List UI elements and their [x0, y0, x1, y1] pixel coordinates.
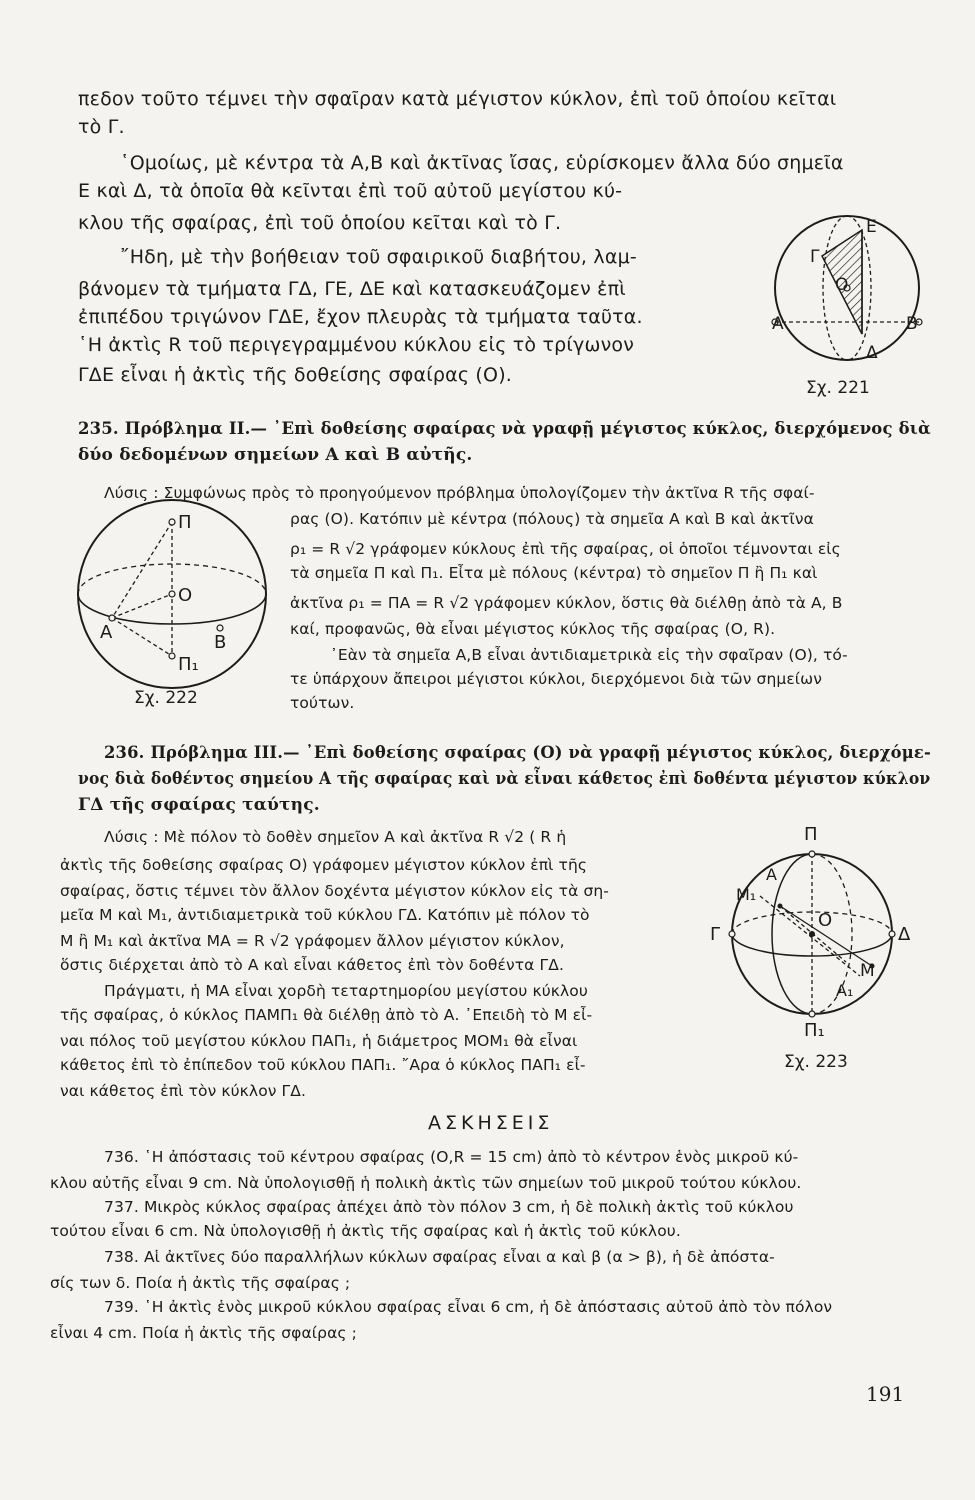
figure-222-caption: Σχ. 222 — [134, 688, 198, 708]
label-A: Α — [766, 865, 777, 884]
text-line: Λύσις : Μὲ πόλον τὸ δοθὲν σημεῖον Α καὶ ἀκτῖνα R √2 ( R ἡ — [104, 828, 567, 846]
text-line: ἐπιπέδου τριγώνον ΓΔΕ, ἔχον πλευρὰς τὰ τμήματα ταῦτα. — [78, 306, 643, 328]
text-line: Μ ἢ Μ₁ καὶ ἀκτῖνα ΜΑ = R √2 γράφομεν ἄλλον μέγιστον κύκλον, — [60, 932, 565, 950]
exercises-heading: ΑΣΚΗΣΕΙΣ — [428, 1112, 554, 1134]
exercise-line: 736. ῾Η ἀπόστασις τοῦ κέντρου σφαίρας (Ο,R = 15 cm) ἀπὸ τὸ κέντρον ἑνὸς μικροῦ κύ- — [104, 1148, 799, 1166]
exercise-line: 738. Αἱ ἀκτῖνες δύο παραλλήλων κύκλων σφαίρας εἶναι α καὶ β (α > β), ἡ δὲ ἀπόστα- — [104, 1248, 775, 1266]
label-P1: Π₁ — [804, 1020, 825, 1041]
exercise-line: κλου αὐτῆς εἶναι 9 cm. Νὰ ὑπολογισθῇ ἡ πολικὴ ἀκτὶς τῶν σημείων τοῦ μικροῦ τούτου κύκλου. — [50, 1174, 802, 1192]
text-line: τούτων. — [290, 694, 355, 712]
great-circle-GD-back — [732, 912, 892, 934]
label-O: Ο — [818, 910, 833, 931]
label-A1: Α₁ — [836, 981, 854, 1000]
text-line: τὰ σημεῖα Π καὶ Π₁. Εἶτα μὲ πόλους (κέντρα) τὸ σημεῖον Π ἢ Π₁ καὶ — [290, 564, 818, 582]
label-O: Ο — [835, 275, 849, 295]
text-line: ῾Ομοίως, μὲ κέντρα τὰ Α,Β καὶ ἀκτῖνας ἴσας, εὑρίσκομεν ἄλλα δύο σημεῖα — [120, 152, 844, 174]
exercise-line: 737. Μικρὸς κύκλος σφαίρας ἀπέχει ἀπὸ τὸν πόλον 3 cm, ἡ δὲ πολικὴ ἀκτὶς τοῦ κύκλου — [104, 1198, 794, 1216]
problem-235-title: δύο δεδομένων σημείων Α καὶ Β αὐτῆς. — [78, 445, 473, 465]
text-line: βάνομεν τὰ τμήματα ΓΔ, ΓΕ, ΔΕ καὶ κατασκευάζομεν ἐπὶ — [78, 278, 626, 300]
label-G: Γ — [710, 924, 721, 945]
label-D: Δ — [866, 343, 878, 363]
text-line: τὸ Γ. — [78, 116, 125, 138]
text-line: ναι κάθετος ἐπὶ τὸν κύκλον ΓΔ. — [60, 1082, 307, 1100]
text-line: ῾Η ἀκτὶς R τοῦ περιγεγραμμένου κύκλου εἰς τὸ τρίγωνον — [78, 334, 635, 356]
text-line: ΓΔΕ εἶναι ἡ ἀκτὶς τῆς δοθείσης σφαίρας (Ο). — [78, 364, 513, 386]
text-line: καί, προφανῶς, θὰ εἶναι μέγιστος κύκλος τῆς σφαίρας (Ο, R). — [290, 620, 776, 638]
exercise-line: εἶναι 4 cm. Ποία ἡ ἀκτὶς τῆς σφαίρας ; — [50, 1324, 357, 1342]
text-line: Πράγματι, ἡ ΜΑ εἶναι χορδὴ τεταρτημορίου μεγίστου κύκλου — [104, 982, 588, 1000]
label-P: Π — [178, 512, 192, 533]
text-line: ῎Ηδη, μὲ τὴν βοήθειαν τοῦ σφαιρικοῦ διαβήτου, λαμ- — [120, 246, 637, 268]
label-M: Μ — [860, 961, 875, 981]
exercise-line: σίς των δ. Ποία ἡ ἀκτὶς τῆς σφαίρας ; — [50, 1274, 351, 1292]
label-A: Α — [772, 314, 784, 334]
text-line: ρ₁ = R √2 γράφομεν κύκλους ἐπὶ τῆς σφαίρας, οἱ ὁποῖοι τέμνονται εἰς — [290, 540, 841, 558]
label-M1: Μ₁ — [736, 885, 757, 904]
label-G: Γ — [810, 247, 820, 267]
figure-221 — [760, 196, 930, 376]
text-line: κλου τῆς σφαίρας, ἐπὶ τοῦ ὁποίου κεῖται καὶ τὸ Γ. — [78, 212, 562, 234]
problem-236-title: ΓΔ τῆς σφαίρας ταύτης. — [78, 795, 320, 815]
label-P1: Π₁ — [178, 654, 199, 675]
problem-236-title: νος διὰ δοθέντος σημείου Α τῆς σφαίρας καὶ νὰ εἶναι κάθετος ἐπὶ δοθέντα μέγιστον κύκλον — [78, 769, 931, 789]
text-line: σφαίρας, ὅστις τέμνει τὸν ἄλλον δοχέντα μέγιστον κύκλον εἰς τὰ ση- — [60, 882, 609, 900]
problem-236-title: 236. Πρόβλημα ΙΙΙ.— ᾿Επὶ δοθείσης σφαίρας (Ο) νὰ γραφῇ μέγιστος κύκλος, διερχόμε- — [104, 743, 932, 763]
text-line: ναι πόλος τοῦ μεγίστου κύκλου ΠΑΠ₁, ἡ διάμετρος ΜΟΜ₁ θὰ εἶναι — [60, 1032, 578, 1050]
text-line: τῆς σφαίρας, ὁ κύκλος ΠΑΜΠ₁ θὰ διέλθῃ ἀπὸ τὸ Α. ᾿Επειδὴ τὸ Μ εἶ- — [60, 1006, 593, 1024]
label-D: Δ — [898, 924, 911, 945]
text-line: ἀκτὶς τῆς δοθείσης σφαίρας Ο) γράφομεν μέγιστον κύκλον ἐπὶ τῆς — [60, 856, 588, 874]
label-P: Π — [804, 824, 818, 845]
label-A: Α — [100, 622, 113, 643]
exercise-line: τούτου εἶναι 6 cm. Νὰ ὑπολογισθῇ ἡ ἀκτὶς τῆς σφαίρας καὶ ἡ ἀκτὶς τοῦ κύκλου. — [50, 1222, 681, 1240]
text-line: τε ὑπάρχουν ἄπειροι μέγιστοι κύκλοι, διερχόμενοι διὰ τῶν σημείων — [290, 670, 822, 688]
text-line: ὅστις διέρχεται ἀπὸ τὸ Α καὶ εἶναι κάθετος ἐπὶ τὸν δοθέντα ΓΔ. — [60, 956, 564, 974]
label-O: Ο — [178, 585, 193, 606]
text-line: πεδον τοῦτο τέμνει τὴν σφαῖραν κατὰ μέγιστον κύκλον, ἐπὶ τοῦ ὁποίου κεῖται — [78, 88, 837, 110]
text-line: ἀκτῖνα ρ₁ = ΠΑ = R √2 γράφομεν κύκλον, ὅστις θὰ διέλθῃ ἀπὸ τὰ Α, Β — [290, 594, 843, 612]
label-B: Β — [214, 632, 227, 653]
figure-223 — [700, 820, 910, 1050]
page-number: 191 — [866, 1382, 905, 1406]
figure-222 — [72, 506, 272, 684]
text-line: κάθετος ἐπὶ τὸ ἐπίπεδον τοῦ κύκλου ΠΑΠ₁. ῎Αρα ὁ κύκλος ΠΑΠ₁ εἶ- — [60, 1056, 586, 1074]
problem-235-title: 235. Πρόβλημα ΙΙ.— ᾿Επὶ δοθείσης σφαίρας νὰ γραφῇ μέγιστος κύκλος, διερχόμενος διὰ — [78, 419, 931, 439]
figure-223-caption: Σχ. 223 — [784, 1052, 848, 1072]
text-line: μεῖα Μ καὶ Μ₁, ἀντιδιαμετρικὰ τοῦ κύκλου ΓΔ. Κατόπιν μὲ πόλον τὸ — [60, 906, 590, 924]
text-line: Λύσις : Συμφώνως πρὸς τὸ προηγούμενον πρόβλημα ὑπολογίζομεν τὴν ἀκτῖνα R τῆς σφαί- — [104, 484, 815, 502]
text-line: Ε καὶ Δ, τὰ ὁποῖα θὰ κεῖνται ἐπὶ τοῦ αὐτοῦ μεγίστου κύ- — [78, 180, 623, 202]
label-E: Ε — [866, 217, 877, 237]
figure-221-caption: Σχ. 221 — [806, 378, 870, 398]
text-line: ᾿Εὰν τὰ σημεῖα Α,Β εἶναι ἀντιδιαμετρικὰ εἰς τὴν σφαῖραν (Ο), τό- — [330, 646, 848, 664]
text-line: ρας (Ο). Κατόπιν μὲ κέντρα (πόλους) τὰ σημεῖα Α καὶ Β καὶ ἀκτῖνα — [290, 510, 814, 528]
label-B: Β — [906, 314, 918, 334]
exercise-line: 739. ῾Η ἀκτὶς ἑνὸς μικροῦ κύκλου σφαίρας εἶναι 6 cm, ἡ δὲ ἀπόστασις αὐτοῦ ἀπὸ τὸν πόλον — [104, 1298, 833, 1316]
meridian-PAP1 — [772, 854, 812, 1014]
